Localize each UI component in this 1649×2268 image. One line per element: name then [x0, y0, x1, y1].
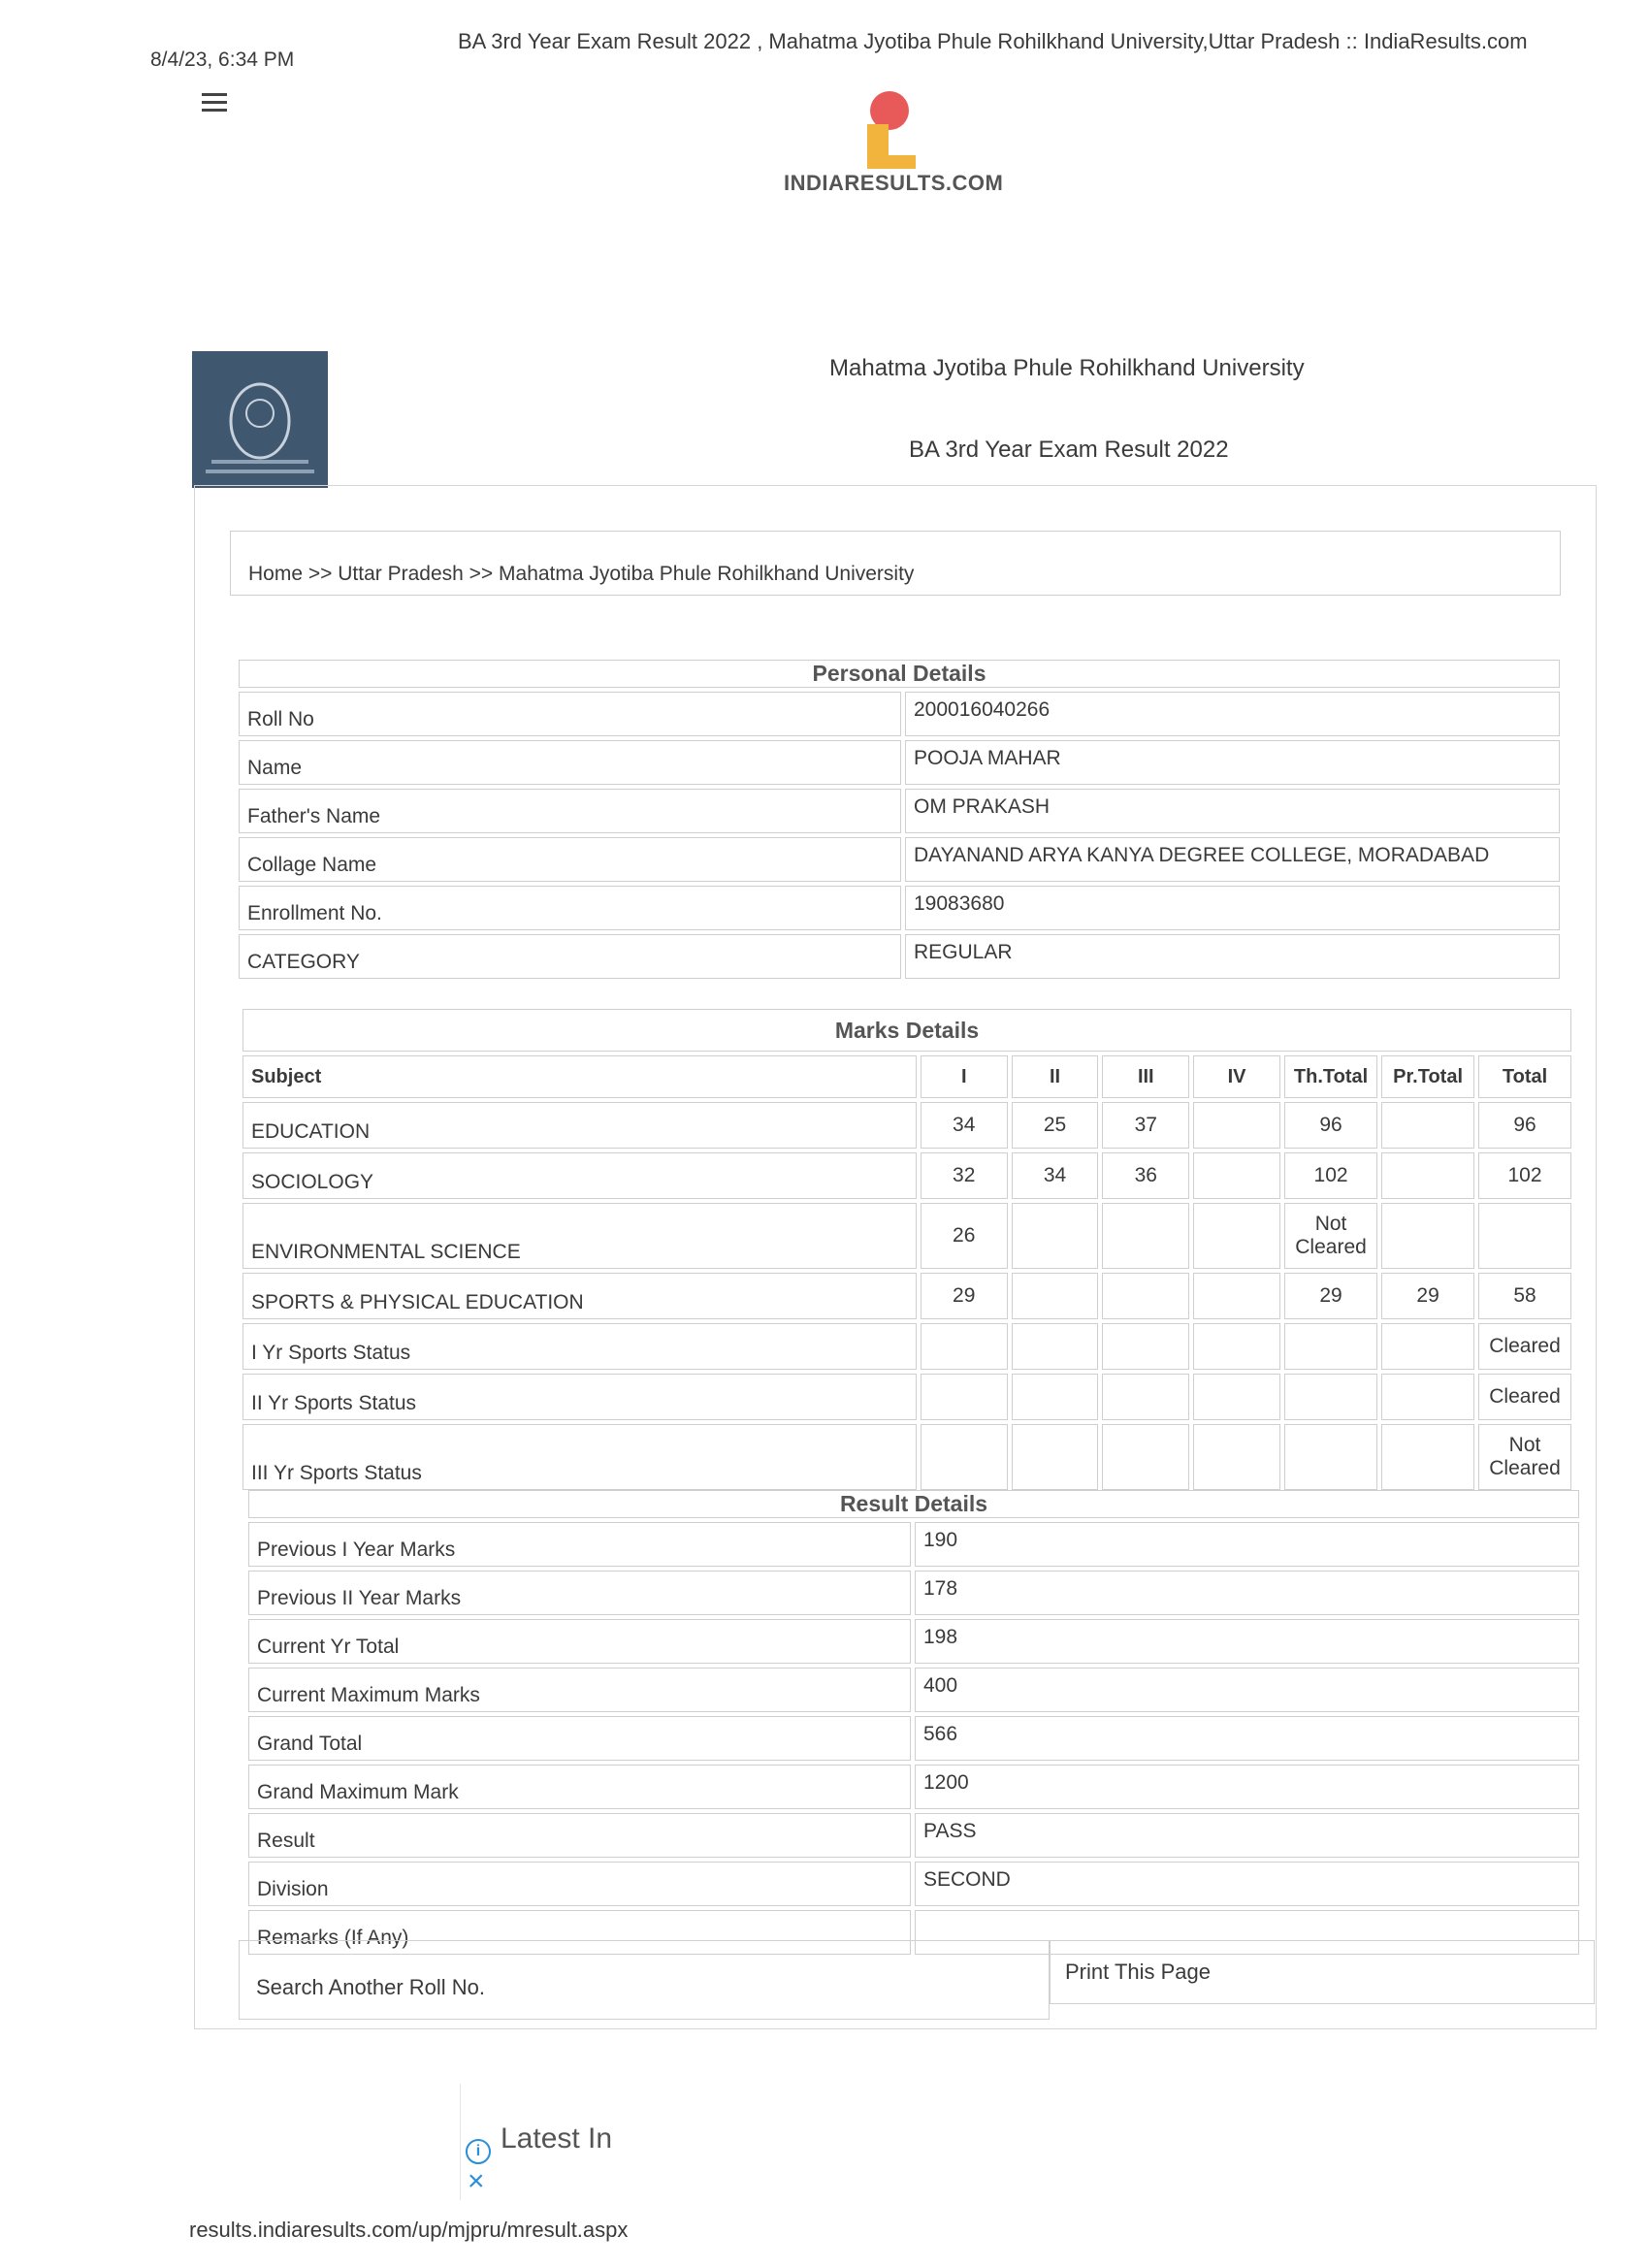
table-row	[242, 1323, 1571, 1370]
marks-cell	[1012, 1323, 1099, 1370]
print-page-url: results.indiaresults.com/up/mjpru/mresult.aspx	[189, 2218, 629, 2242]
table-row	[242, 1273, 1571, 1319]
exam-title: BA 3rd Year Exam Result 2022	[909, 437, 1229, 463]
marks-cell	[1102, 1424, 1189, 1490]
row-value: 19083680	[905, 886, 1560, 930]
table-row	[242, 1203, 1571, 1269]
breadcrumb	[248, 563, 914, 586]
breadcrumb-separator: >>	[307, 563, 333, 585]
marks-cell: 29	[1381, 1273, 1474, 1319]
row-value: 566	[915, 1716, 1579, 1761]
hamburger-menu-icon[interactable]	[202, 93, 227, 113]
marks-cell: 36	[1102, 1152, 1189, 1199]
row-value: 1200	[915, 1765, 1579, 1809]
row-label: Division	[248, 1862, 911, 1906]
row-label: Collage Name	[239, 837, 901, 882]
breadcrumb-separator: >>	[469, 563, 494, 585]
marks-cell	[1102, 1203, 1189, 1269]
table-row	[248, 1813, 1579, 1858]
marks-cell	[1381, 1424, 1474, 1490]
personal-details-table	[235, 656, 1564, 983]
table-row	[239, 886, 1560, 930]
row-label: Grand Total	[248, 1716, 911, 1761]
print-datetime: 8/4/23, 6:34 PM	[150, 49, 295, 71]
marks-cell	[1478, 1203, 1571, 1269]
marks-cell	[1284, 1323, 1377, 1370]
breadcrumb-university-link[interactable]: Mahatma Jyotiba Phule Rohilkhand University	[499, 563, 915, 585]
subject-cell: EDUCATION	[242, 1102, 917, 1149]
table-row	[248, 1619, 1579, 1664]
subject-cell: SOCIOLOGY	[242, 1152, 917, 1199]
marks-cell: 34	[921, 1102, 1008, 1149]
marks-details-heading: Marks Details	[242, 1009, 1571, 1052]
table-row	[239, 692, 1560, 736]
row-label: Current Yr Total	[248, 1619, 911, 1664]
marks-cell	[1381, 1152, 1474, 1199]
search-another-roll-link[interactable]: Search Another Roll No.	[256, 1975, 486, 1999]
marks-cell: Cleared	[1478, 1323, 1571, 1370]
table-row	[239, 740, 1560, 785]
table-row	[242, 1424, 1571, 1490]
logo-graphic-icon	[766, 87, 1018, 175]
table-row	[242, 1152, 1571, 1199]
breadcrumb-home-link[interactable]: Home	[248, 563, 304, 585]
row-label: Result	[248, 1813, 911, 1858]
close-icon[interactable]: ×	[468, 2165, 485, 2197]
marks-header-row	[242, 1055, 1571, 1098]
row-value: 198	[915, 1619, 1579, 1664]
marks-cell	[1193, 1102, 1280, 1149]
marks-cell: 29	[1284, 1273, 1377, 1319]
marks-body	[242, 1102, 1571, 1490]
column-header: II	[1012, 1055, 1099, 1098]
marks-cell	[1102, 1273, 1189, 1319]
print-page-link[interactable]: Print This Page	[1065, 1960, 1212, 1984]
marks-cell: Not Cleared	[1478, 1424, 1571, 1490]
table-row	[242, 1374, 1571, 1420]
result-details-heading: Result Details	[248, 1490, 1579, 1518]
row-label: Name	[239, 740, 901, 785]
marks-cell	[1193, 1374, 1280, 1420]
subject-cell: SPORTS & PHYSICAL EDUCATION	[242, 1273, 917, 1319]
breadcrumb-state-link[interactable]: Uttar Pradesh	[338, 563, 464, 585]
table-row	[248, 1862, 1579, 1906]
row-value: 400	[915, 1668, 1579, 1712]
table-row	[239, 789, 1560, 833]
marks-cell: 26	[921, 1203, 1008, 1269]
marks-cell	[1193, 1424, 1280, 1490]
marks-cell	[1102, 1374, 1189, 1420]
column-header: Subject	[242, 1055, 917, 1098]
row-value: 178	[915, 1571, 1579, 1615]
table-row	[242, 1102, 1571, 1149]
column-header: I	[921, 1055, 1008, 1098]
university-seal-icon	[192, 351, 328, 488]
column-header: Pr.Total	[1381, 1055, 1474, 1098]
university-name: Mahatma Jyotiba Phule Rohilkhand University	[829, 355, 1305, 381]
site-logo[interactable]	[766, 87, 1018, 204]
row-label: Current Maximum Marks	[248, 1668, 911, 1712]
row-value: 200016040266	[905, 692, 1560, 736]
info-icon[interactable]: i	[466, 2139, 491, 2164]
column-header: Th.Total	[1284, 1055, 1377, 1098]
marks-cell	[1193, 1323, 1280, 1370]
marks-cell: 58	[1478, 1273, 1571, 1319]
marks-cell: Cleared	[1478, 1374, 1571, 1420]
marks-cell: 37	[1102, 1102, 1189, 1149]
marks-cell	[921, 1424, 1008, 1490]
column-header: IV	[1193, 1055, 1280, 1098]
logo-text: INDIARESULTS.COM	[784, 171, 1004, 195]
table-row	[239, 837, 1560, 882]
table-row	[248, 1522, 1579, 1567]
marks-cell	[1193, 1273, 1280, 1319]
row-label: Remarks (If Any)	[248, 1910, 911, 1955]
marks-cell	[1284, 1374, 1377, 1420]
marks-cell: 34	[1012, 1152, 1099, 1199]
table-row	[239, 934, 1560, 979]
marks-cell	[1193, 1152, 1280, 1199]
marks-cell: 25	[1012, 1102, 1099, 1149]
table-row	[248, 1571, 1579, 1615]
marks-cell: 102	[1478, 1152, 1571, 1199]
marks-cell: 102	[1284, 1152, 1377, 1199]
marks-cell	[1381, 1323, 1474, 1370]
result-details-table	[244, 1486, 1583, 1959]
marks-cell	[1381, 1102, 1474, 1149]
marks-cell	[1381, 1374, 1474, 1420]
row-value: PASS	[915, 1813, 1579, 1858]
personal-details-heading: Personal Details	[239, 660, 1560, 688]
row-label: Grand Maximum Mark	[248, 1765, 911, 1809]
row-value: DAYANAND ARYA KANYA DEGREE COLLEGE, MORADABAD	[905, 837, 1560, 882]
column-header: III	[1102, 1055, 1189, 1098]
table-row	[248, 1716, 1579, 1761]
row-value: SECOND	[915, 1862, 1579, 1906]
subject-cell: III Yr Sports Status	[242, 1424, 917, 1490]
column-header: Total	[1478, 1055, 1571, 1098]
marks-cell: 32	[921, 1152, 1008, 1199]
row-value: POOJA MAHAR	[905, 740, 1560, 785]
row-value: REGULAR	[905, 934, 1560, 979]
subject-cell: II Yr Sports Status	[242, 1374, 917, 1420]
marks-cell	[1012, 1424, 1099, 1490]
row-label: Previous I Year Marks	[248, 1522, 911, 1567]
marks-cell	[1193, 1203, 1280, 1269]
marks-cell: 29	[921, 1273, 1008, 1319]
marks-cell: Not Cleared	[1284, 1203, 1377, 1269]
marks-cell	[1381, 1203, 1474, 1269]
row-value: OM PRAKASH	[905, 789, 1560, 833]
row-label: Roll No	[239, 692, 901, 736]
marks-cell	[1012, 1374, 1099, 1420]
print-page-title: BA 3rd Year Exam Result 2022 , Mahatma Jyotiba Phule Rohilkhand University,Uttar Pradesh :: IndiaResults.com	[458, 29, 1528, 53]
marks-cell: 96	[1478, 1102, 1571, 1149]
marks-cell	[921, 1323, 1008, 1370]
row-label: Father's Name	[239, 789, 901, 833]
marks-cell	[921, 1374, 1008, 1420]
row-label: Previous II Year Marks	[248, 1571, 911, 1615]
subject-cell: ENVIRONMENTAL SCIENCE	[242, 1203, 917, 1269]
subject-cell: I Yr Sports Status	[242, 1323, 917, 1370]
row-label: Enrollment No.	[239, 886, 901, 930]
row-label: CATEGORY	[239, 934, 901, 979]
ad-text[interactable]: Latest In	[501, 2122, 613, 2155]
marks-cell	[1012, 1273, 1099, 1319]
marks-cell	[1284, 1424, 1377, 1490]
table-row	[248, 1765, 1579, 1809]
marks-details-table	[239, 1005, 1575, 1494]
marks-cell: 96	[1284, 1102, 1377, 1149]
marks-cell	[1012, 1203, 1099, 1269]
row-value: 190	[915, 1522, 1579, 1567]
marks-cell	[1102, 1323, 1189, 1370]
table-row	[248, 1668, 1579, 1712]
